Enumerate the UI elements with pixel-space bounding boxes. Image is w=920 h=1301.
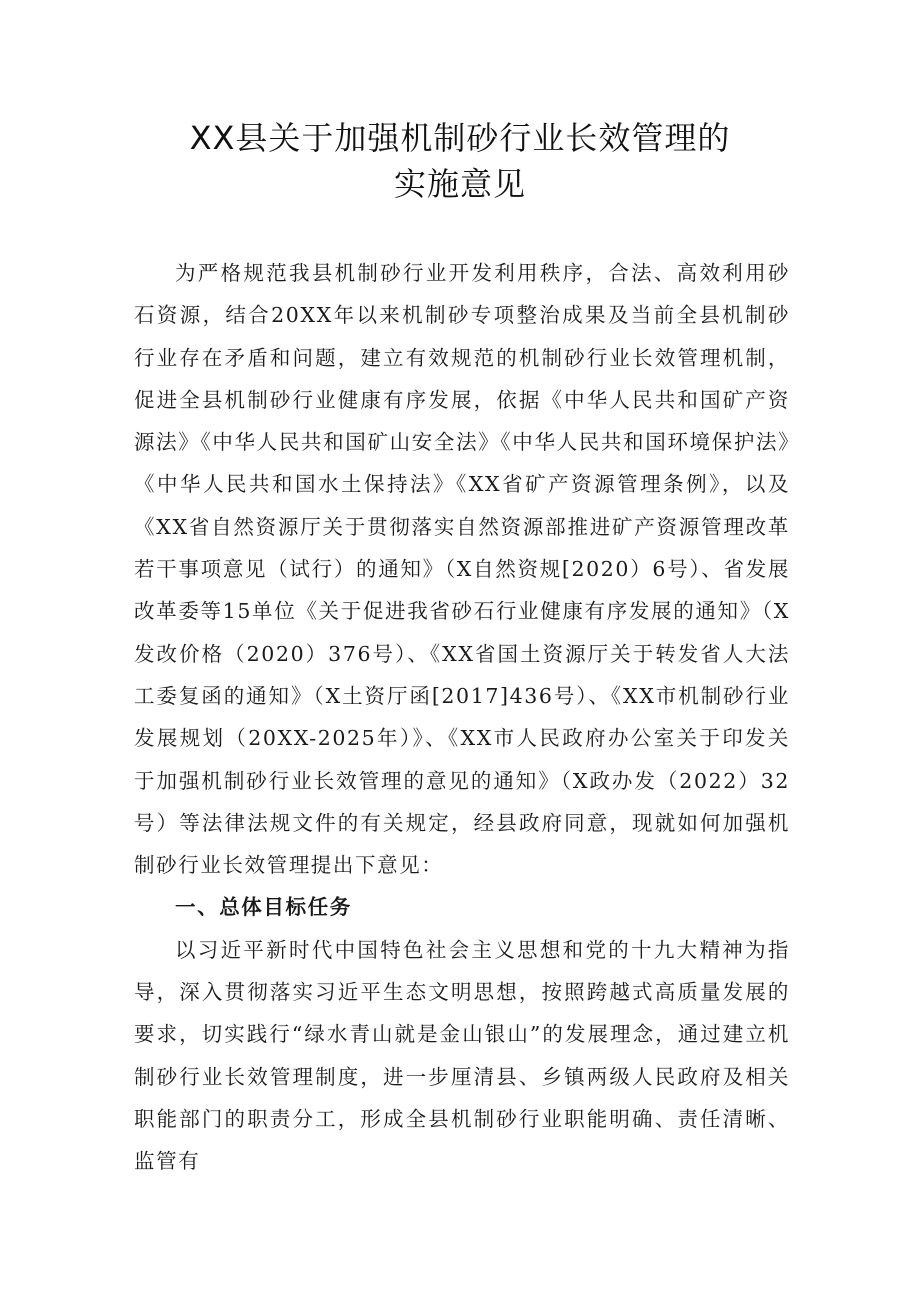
intro-paragraph: 为严格规范我县机制砂行业开发利用秩序，合法、高效利用砂石资源，结合20XX年以来机制砂专项整治成果及当前全县机制砂行业存在矛盾和问题，建立有效规范的机制砂行业长效管理机制，促进全县机制砂行业健康有序发展，依据《中华人民共和国矿产资源法》《中华人民共和国矿山安全法》《中华人民共和国环境保护法》《中华人民共和国水土保持法》《XX省矿产资源管理条例》，以及《XX省自然资源厅关于贯彻落实自然资源部推进矿产资源管理改革若干事项意见（试行）的通知》（X自然资规[2020）6号）、省发展改革委等15单位《关于促进我省砂石行业健康有序发展的通知》（X发改价格（2020）376号）、《XX省国土资源厅关于转发省人大法工委复函的通知》（X土资厅函[2017]436号）、《XX市机制砂行业发展规划（20XX-2025年）》、《XX市人民政府办公室关于印发关于加强机制砂行业长效管理的意见的通知》（X政办发（2022）32号）等法律法规文件的有关规定，经县政府同意，现就如何加强机制砂行业长效管理提出下意见： <box>134 261 790 878</box>
section-1-paragraph: 以习近平新时代中国特色社会主义思想和党的十九大精神为指导，深入贯彻落实习近平生态文明思想，按照跨越式高质量发展的要求，切实践行“绿水青山就是金山银山”的发展理念，通过建立机制砂行业长效管理制度，进一步厘清县、乡镇两级人民政府及相关职能部门的职责分工，形成全县机制砂行业职能明确、责任清晰、监管有 <box>134 937 790 1174</box>
document-title-line-1: XX县关于加强机制砂行业长效管理的 <box>189 119 731 157</box>
document-title-line-2: 实施意见 <box>393 165 526 203</box>
section-heading-overall-goals: 一、总体目标任务 <box>175 895 352 920</box>
document-body <box>134 252 790 1183</box>
